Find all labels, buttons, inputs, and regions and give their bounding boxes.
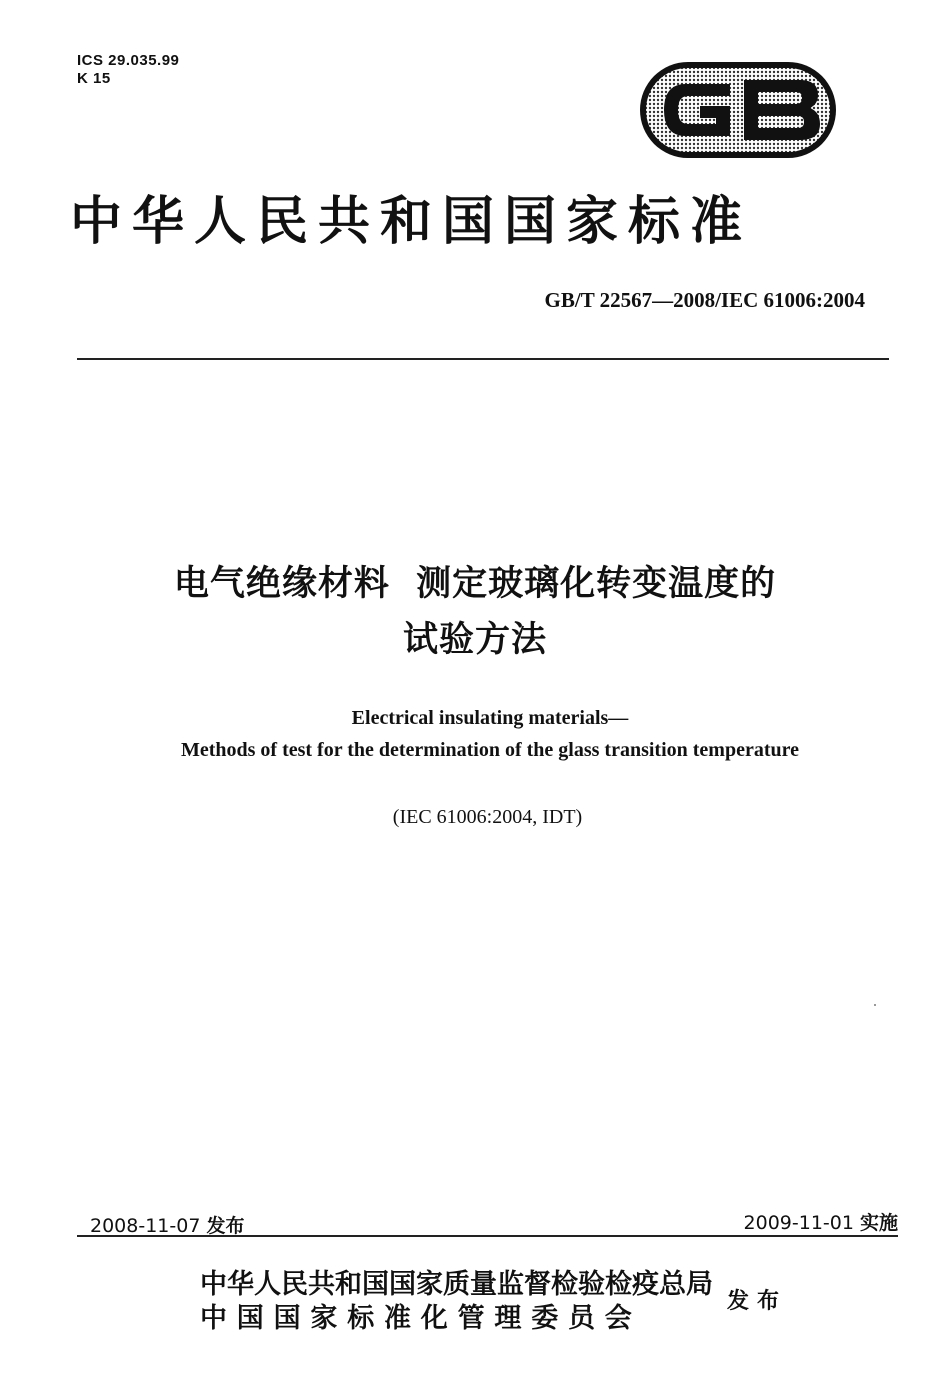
ics-code: ICS 29.035.99	[77, 52, 180, 69]
standard-number: GB/T 22567—2008/IEC 61006:2004	[544, 288, 865, 312]
english-title	[0, 702, 950, 766]
equivalence-identifier: (IEC 61006:2004, IDT)	[392, 806, 583, 828]
implement-date-block	[744, 1208, 898, 1235]
footer-divider	[77, 1235, 898, 1237]
implement-date: 2009-11-01	[743, 1212, 854, 1234]
header-divider	[77, 358, 889, 360]
publish-date: 2008-11-07	[90, 1215, 201, 1237]
standard-issuing-country-title: 中华人民共和国国家标准	[70, 191, 753, 252]
issuing-authorities	[200, 1268, 713, 1336]
implement-label: 实施	[859, 1212, 898, 1234]
chinese-title	[0, 556, 950, 668]
publish-label: 发布	[206, 1215, 245, 1237]
scan-speck	[874, 1004, 876, 1006]
ccs-code: K 15	[77, 70, 111, 87]
issuer-line-1: 中华人民共和国国家质量监督检验检疫总局	[200, 1269, 713, 1300]
gb-logo	[640, 62, 836, 158]
english-title-line-1: Electrical insulating materials—	[351, 707, 629, 729]
publish-date-block	[90, 1211, 244, 1238]
issuer-line-2: 中国国家标准化管理委员会	[200, 1303, 642, 1334]
english-title-line-2: Methods of test for the determination of the glass transition temperature	[180, 739, 800, 761]
chinese-title-line-1: 电气绝缘材料 测定玻璃化转变温度的	[173, 564, 777, 604]
classification-codes	[77, 52, 179, 88]
chinese-title-line-2: 试验方法	[402, 620, 547, 660]
gb-logo-graphic	[640, 62, 836, 158]
issued-by-label: 发布	[727, 1288, 788, 1314]
